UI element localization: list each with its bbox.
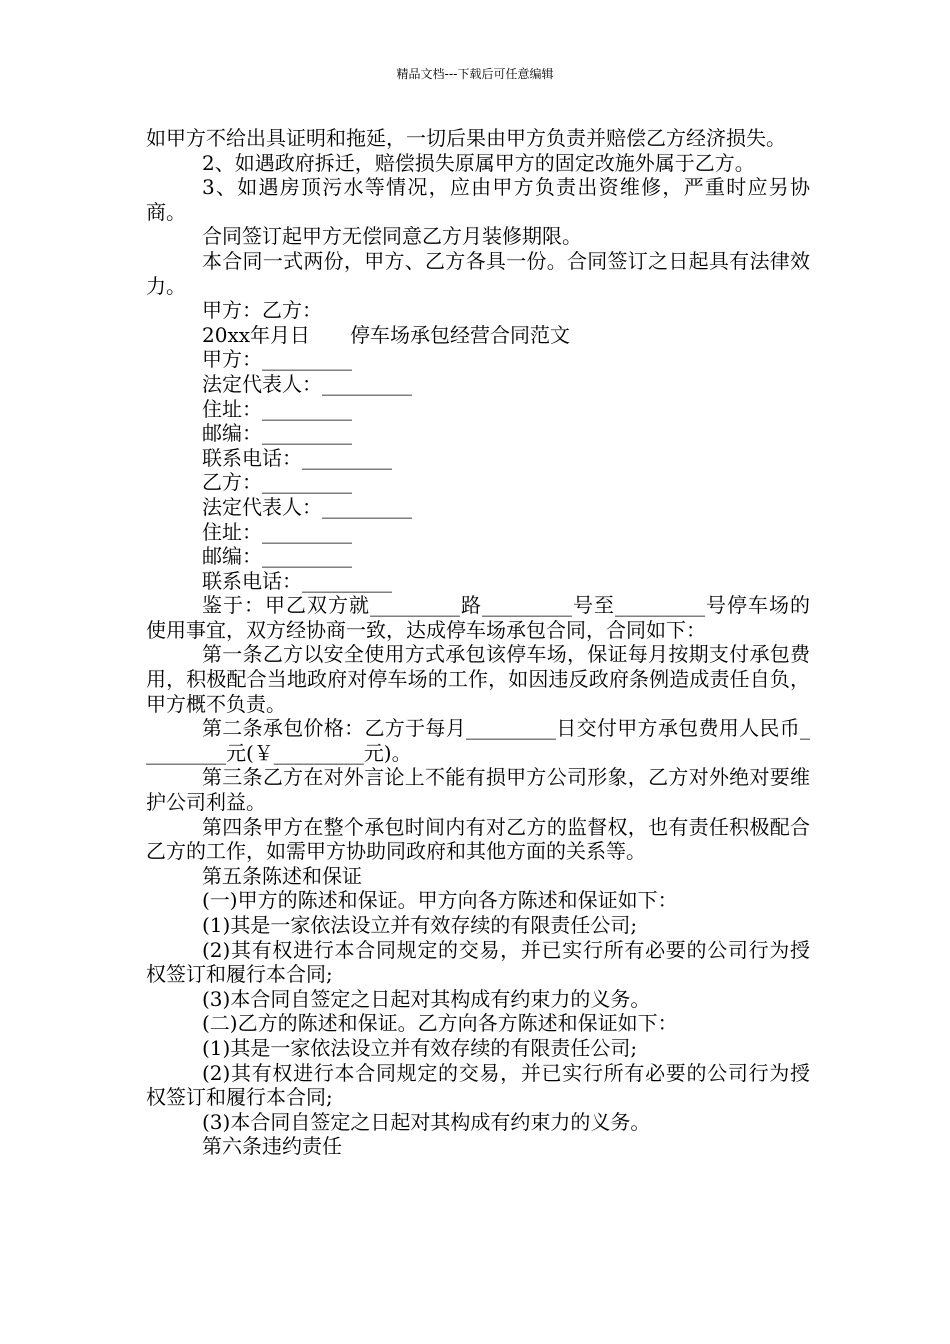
article-5-part-a-heading: (一)甲方的陈述和保证。甲方向各方陈述和保证如下： [202, 888, 678, 913]
party-b-address-field: 住址：_________ [202, 519, 352, 544]
article-5-part-a-item-2: (2)其有权进行本合同规定的交易，并已实行所有必要的公司行为授权签订和履行本合同; [146, 937, 810, 987]
paragraph-4: 合同签订起甲方无偿同意乙方月装修期限。 [202, 224, 582, 249]
party-b-representative-field: 法定代表人：_________ [202, 494, 412, 519]
article-5-part-a-item-1: (1)其是一家依法设立并有效存续的有限责任公司; [202, 913, 638, 937]
party-a-phone-field: 联系电话：_________ [202, 445, 392, 470]
article-5-heading: 第五条陈述和保证 [202, 863, 362, 888]
paragraph-5: 本合同一式两份，甲方、乙方各具一份。合同签订之日起具有法律效力。 [146, 248, 810, 298]
party-a-address-field: 住址：_________ [202, 396, 352, 421]
party-a-representative-field: 法定代表人：_________ [202, 371, 412, 396]
preamble-paragraph: 鉴于：甲乙双方就_________路_________号至_________号停车场的使用事宜，双方经协商一致，达成停车场承包合同，合同如下： [146, 593, 810, 642]
article-2: 第二条承包价格：乙方于每月_________日交付甲方承包费用人民币_________元(￥_________元)。 [146, 716, 810, 765]
article-5-part-b-item-1: (1)其是一家依法设立并有效存续的有限责任公司; [202, 1035, 638, 1060]
document-body [146, 126, 810, 1159]
article-5-part-a-item-3: (3)本合同自签定之日起对其构成有约束力的义务。 [202, 986, 651, 1011]
paragraph-2: 2、如遇政府拆迁，赔偿损失原属甲方的固定改施外属于乙方。 [202, 150, 755, 175]
party-b-phone-field: 联系电话：_________ [202, 568, 392, 593]
party-a-field: 甲方：_________ [202, 347, 352, 372]
paragraph-3: 3、如遇房顶污水等情况，应由甲方负责出资维修，严重时应另协商。 [146, 175, 810, 224]
article-1: 第一条乙方以安全使用方式承包该停车场，保证每月按期支付承包费用，积极配合当地政府对停车场的工作，如因违反政府条例造成责任自负，甲方概不负责。 [146, 642, 810, 716]
article-4: 第四条甲方在整个承包时间内有对乙方的监督权，也有责任积极配合乙方的工作，如需甲方协助同政府和其他方面的关系等。 [146, 814, 810, 864]
party-b-postcode-field: 邮编：_________ [202, 544, 352, 569]
page-header: 精品文档---下载后可任意编辑 [396, 67, 554, 81]
article-5-part-b-item-2: (2)其有权进行本合同规定的交易，并已实行所有必要的公司行为授权签订和履行本合同; [146, 1060, 810, 1110]
party-b-field: 乙方：_________ [202, 470, 352, 495]
date-and-title: 20xx年月日 停车场承包经营合同范文 [202, 322, 571, 347]
article-6-heading: 第六条违约责任 [202, 1134, 342, 1159]
article-5-part-b-item-3: (3)本合同自签定之日起对其构成有约束力的义务。 [202, 1109, 651, 1134]
signature-parties: 甲方：乙方： [202, 298, 322, 323]
party-a-postcode-field: 邮编：_________ [202, 421, 352, 446]
article-5-part-b-heading: (二)乙方的陈述和保证。乙方向各方陈述和保证如下： [202, 1011, 678, 1036]
article-3: 第三条乙方在对外言论上不能有损甲方公司形象，乙方对外绝对要维护公司利益。 [146, 765, 810, 815]
paragraph-1: 如甲方不给出具证明和拖延，一切后果由甲方负责并赔偿乙方经济损失。 [146, 126, 786, 150]
